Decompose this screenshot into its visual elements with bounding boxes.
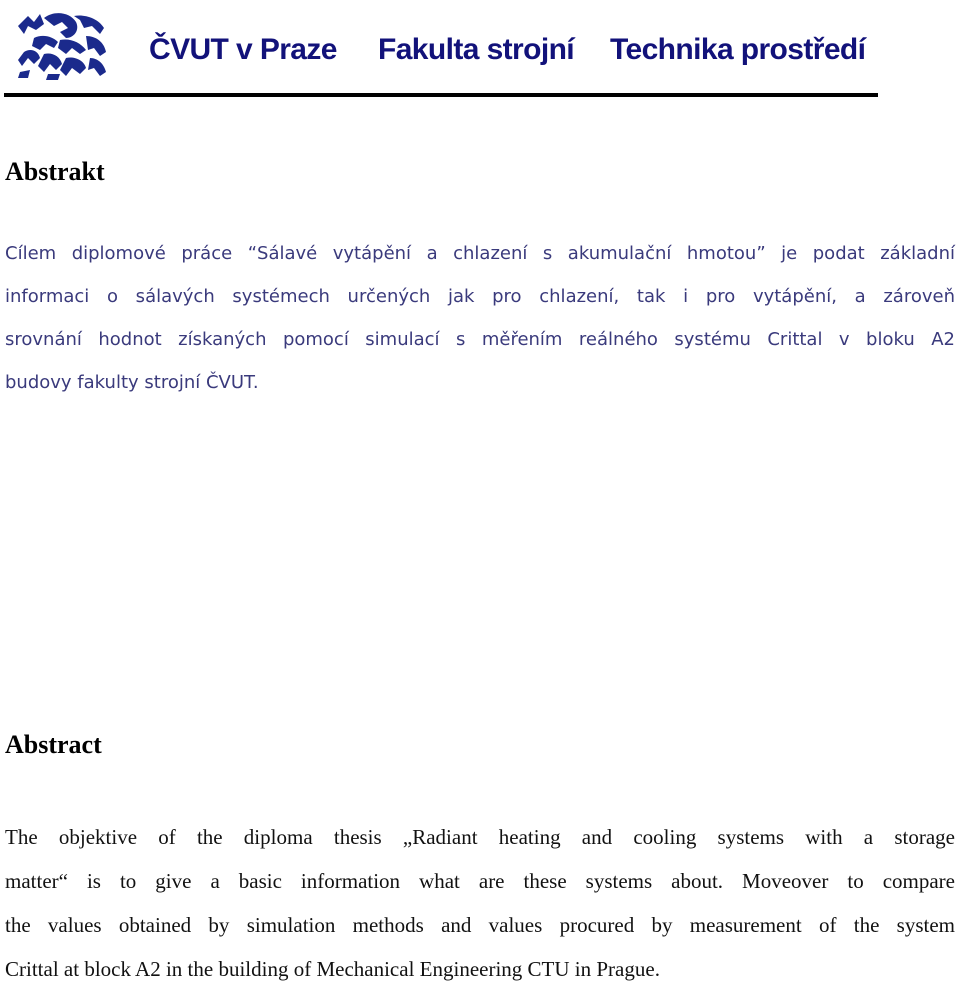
paragraph-line: srovnání hodnot získaných pomocí simulací s měřením reálného systému Crittal v bloku A2	[5, 329, 955, 350]
page-header	[0, 0, 960, 100]
english-abstract-paragraph	[5, 815, 955, 991]
paragraph-line: budovy fakulty strojní ČVUT.	[5, 372, 259, 393]
czech-abstract-paragraph	[5, 232, 955, 404]
paragraph-line: informaci o sálavých systémech určených jak pro chlazení, tak i pro vytápění, a zároveň	[5, 286, 955, 307]
faculty-name: Fakulta strojní	[378, 33, 575, 66]
paragraph-line: matter“ is to give a basic information what are these systems about. Moveover to compare	[5, 869, 955, 893]
czech-abstract-heading: Abstrakt	[5, 157, 105, 186]
university-name: ČVUT v Praze	[149, 33, 337, 66]
english-abstract-heading: Abstract	[5, 730, 102, 759]
paragraph-line: Cílem diplomové práce “Sálavé vytápění a chlazení s akumulační hmotou” je podat základní	[5, 243, 955, 264]
lion-logo-icon	[14, 8, 110, 80]
header-divider	[4, 93, 878, 97]
paragraph-line: the values obtained by simulation methods and values procured by measurement of the system	[5, 913, 955, 937]
paragraph-line: Crittal at block A2 in the building of Mechanical Engineering CTU in Prague.	[5, 957, 660, 981]
paragraph-line: The objektive of the diploma thesis „Radiant heating and cooling systems with a storage	[5, 825, 955, 849]
department-name: Technika prostředí	[610, 33, 866, 66]
